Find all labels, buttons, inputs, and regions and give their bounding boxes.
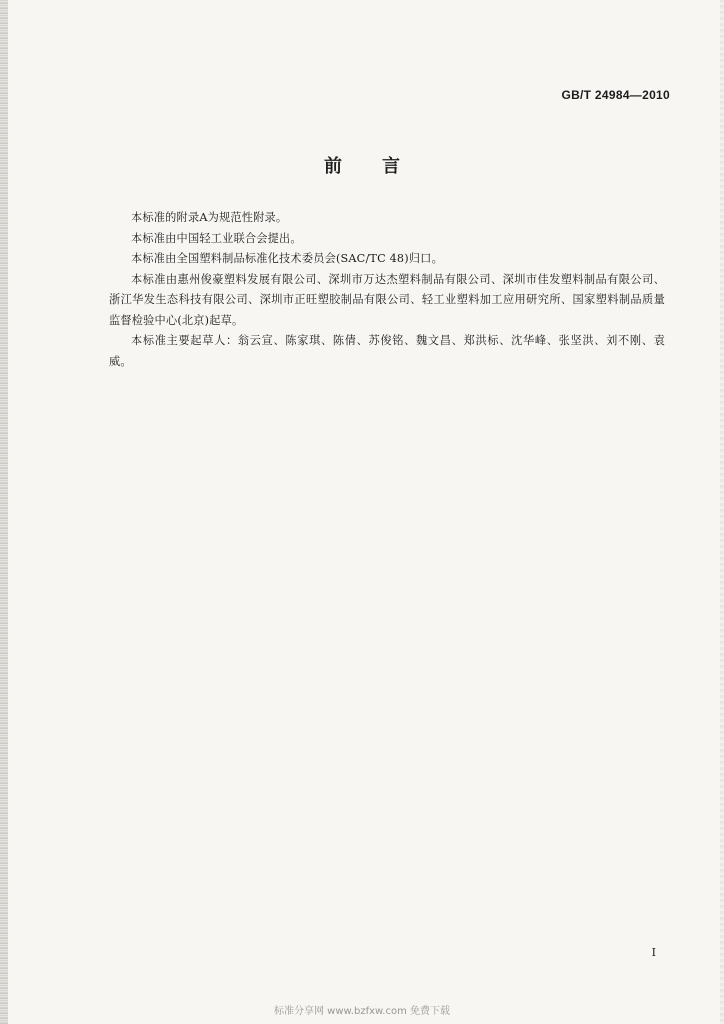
page-number: I	[651, 946, 656, 959]
document-code: GB/T 24984—2010	[561, 88, 670, 102]
paragraph-committee: 本标准由全国塑料制品标准化技术委员会(SAC/TC 48)归口。	[131, 252, 443, 265]
foreword-body	[109, 208, 665, 372]
footer-watermark: 标准分享网 www.bzfxw.com 免费下载	[274, 1006, 450, 1017]
paragraph-proposer: 本标准由中国轻工业联合会提出。	[131, 231, 302, 245]
page-title	[0, 152, 724, 178]
title-char-1: 前	[324, 156, 342, 177]
paragraph-drafting-units: 本标准由惠州俊豪塑料发展有限公司、深圳市万达杰塑料制品有限公司、深圳市佳发塑料制品有限公司、浙江华发生态科技有限公司、深圳市正旺塑胶制品有限公司、轻工业塑料加工应用研究所、国家塑料制品质量监督检验中心(北京)起草。	[109, 272, 665, 327]
paragraph-annex: 本标准的附录A为规范性附录。	[131, 211, 288, 224]
title-char-2: 言	[382, 156, 400, 177]
paragraph-drafters: 本标准主要起草人：翁云宣、陈家琪、陈倩、苏俊铭、魏文昌、郑洪标、沈华峰、张坚洪、刘不刚、袁威。	[109, 334, 665, 368]
